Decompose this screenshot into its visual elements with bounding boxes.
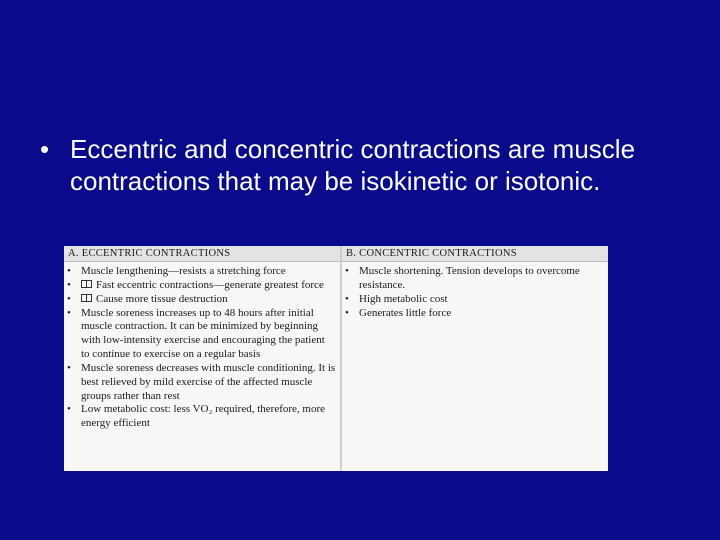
list-item xyxy=(345,265,604,293)
bullet-marker: • xyxy=(67,361,71,374)
bullet-marker: • xyxy=(345,292,349,305)
bullet-marker: • xyxy=(40,134,50,164)
list-item-text: High metabolic cost xyxy=(359,292,448,305)
list-item-text: Muscle shortening. Tension develops to overcome resistance. xyxy=(359,265,580,291)
list-item-text: Low metabolic cost: less VO₂ required, therefore, more energy efficient xyxy=(81,403,326,430)
list-item xyxy=(67,307,336,362)
bullet-marker: • xyxy=(345,265,349,277)
list-item xyxy=(67,403,336,431)
concentric-header: B. CONCENTRIC CONTRACTIONS xyxy=(342,246,608,262)
contractions-table-image xyxy=(64,246,608,471)
concentric-column xyxy=(342,246,608,471)
bullet-marker: • xyxy=(345,306,349,319)
list-item xyxy=(345,307,604,321)
list-item-text: Fast eccentric contractions—generate greatest force xyxy=(96,278,324,291)
slide-bullet-text: Eccentric and concentric contractions are muscle contractions that may be isokinetic or isotonic. xyxy=(70,134,636,196)
list-item xyxy=(67,362,336,404)
eccentric-list xyxy=(64,262,340,431)
list-item xyxy=(67,293,336,307)
eccentric-header: A. ECCENTRIC CONTRACTIONS xyxy=(64,246,340,262)
eccentric-column xyxy=(64,246,340,471)
bullet-marker: • xyxy=(67,278,71,291)
list-item-text: Muscle soreness increases up to 48 hours after initial muscle contraction. It can be minimized by beginning with low-intensity exercise and encouraging the patient to continue to exercise on a regular basis xyxy=(81,306,325,361)
list-item xyxy=(67,279,336,293)
list-item-text: Muscle soreness decreases with muscle conditioning. It is best relieved by mild exercise of the affected muscle groups rather than rest xyxy=(81,361,336,402)
concentric-list xyxy=(342,262,608,320)
bullet-marker: • xyxy=(67,403,71,416)
list-item-text: Cause more tissue destruction xyxy=(96,292,228,305)
bullet-marker: • xyxy=(67,292,71,305)
book-icon xyxy=(81,280,92,288)
list-item xyxy=(67,265,336,279)
list-item xyxy=(345,293,604,307)
list-item-text: Generates little force xyxy=(359,306,452,319)
bullet-marker: • xyxy=(67,265,71,277)
book-icon xyxy=(81,294,92,302)
bullet-marker: • xyxy=(67,306,71,319)
slide-bullet-point xyxy=(40,133,700,197)
list-item-text: Muscle lengthening—resists a stretching force xyxy=(81,265,286,277)
